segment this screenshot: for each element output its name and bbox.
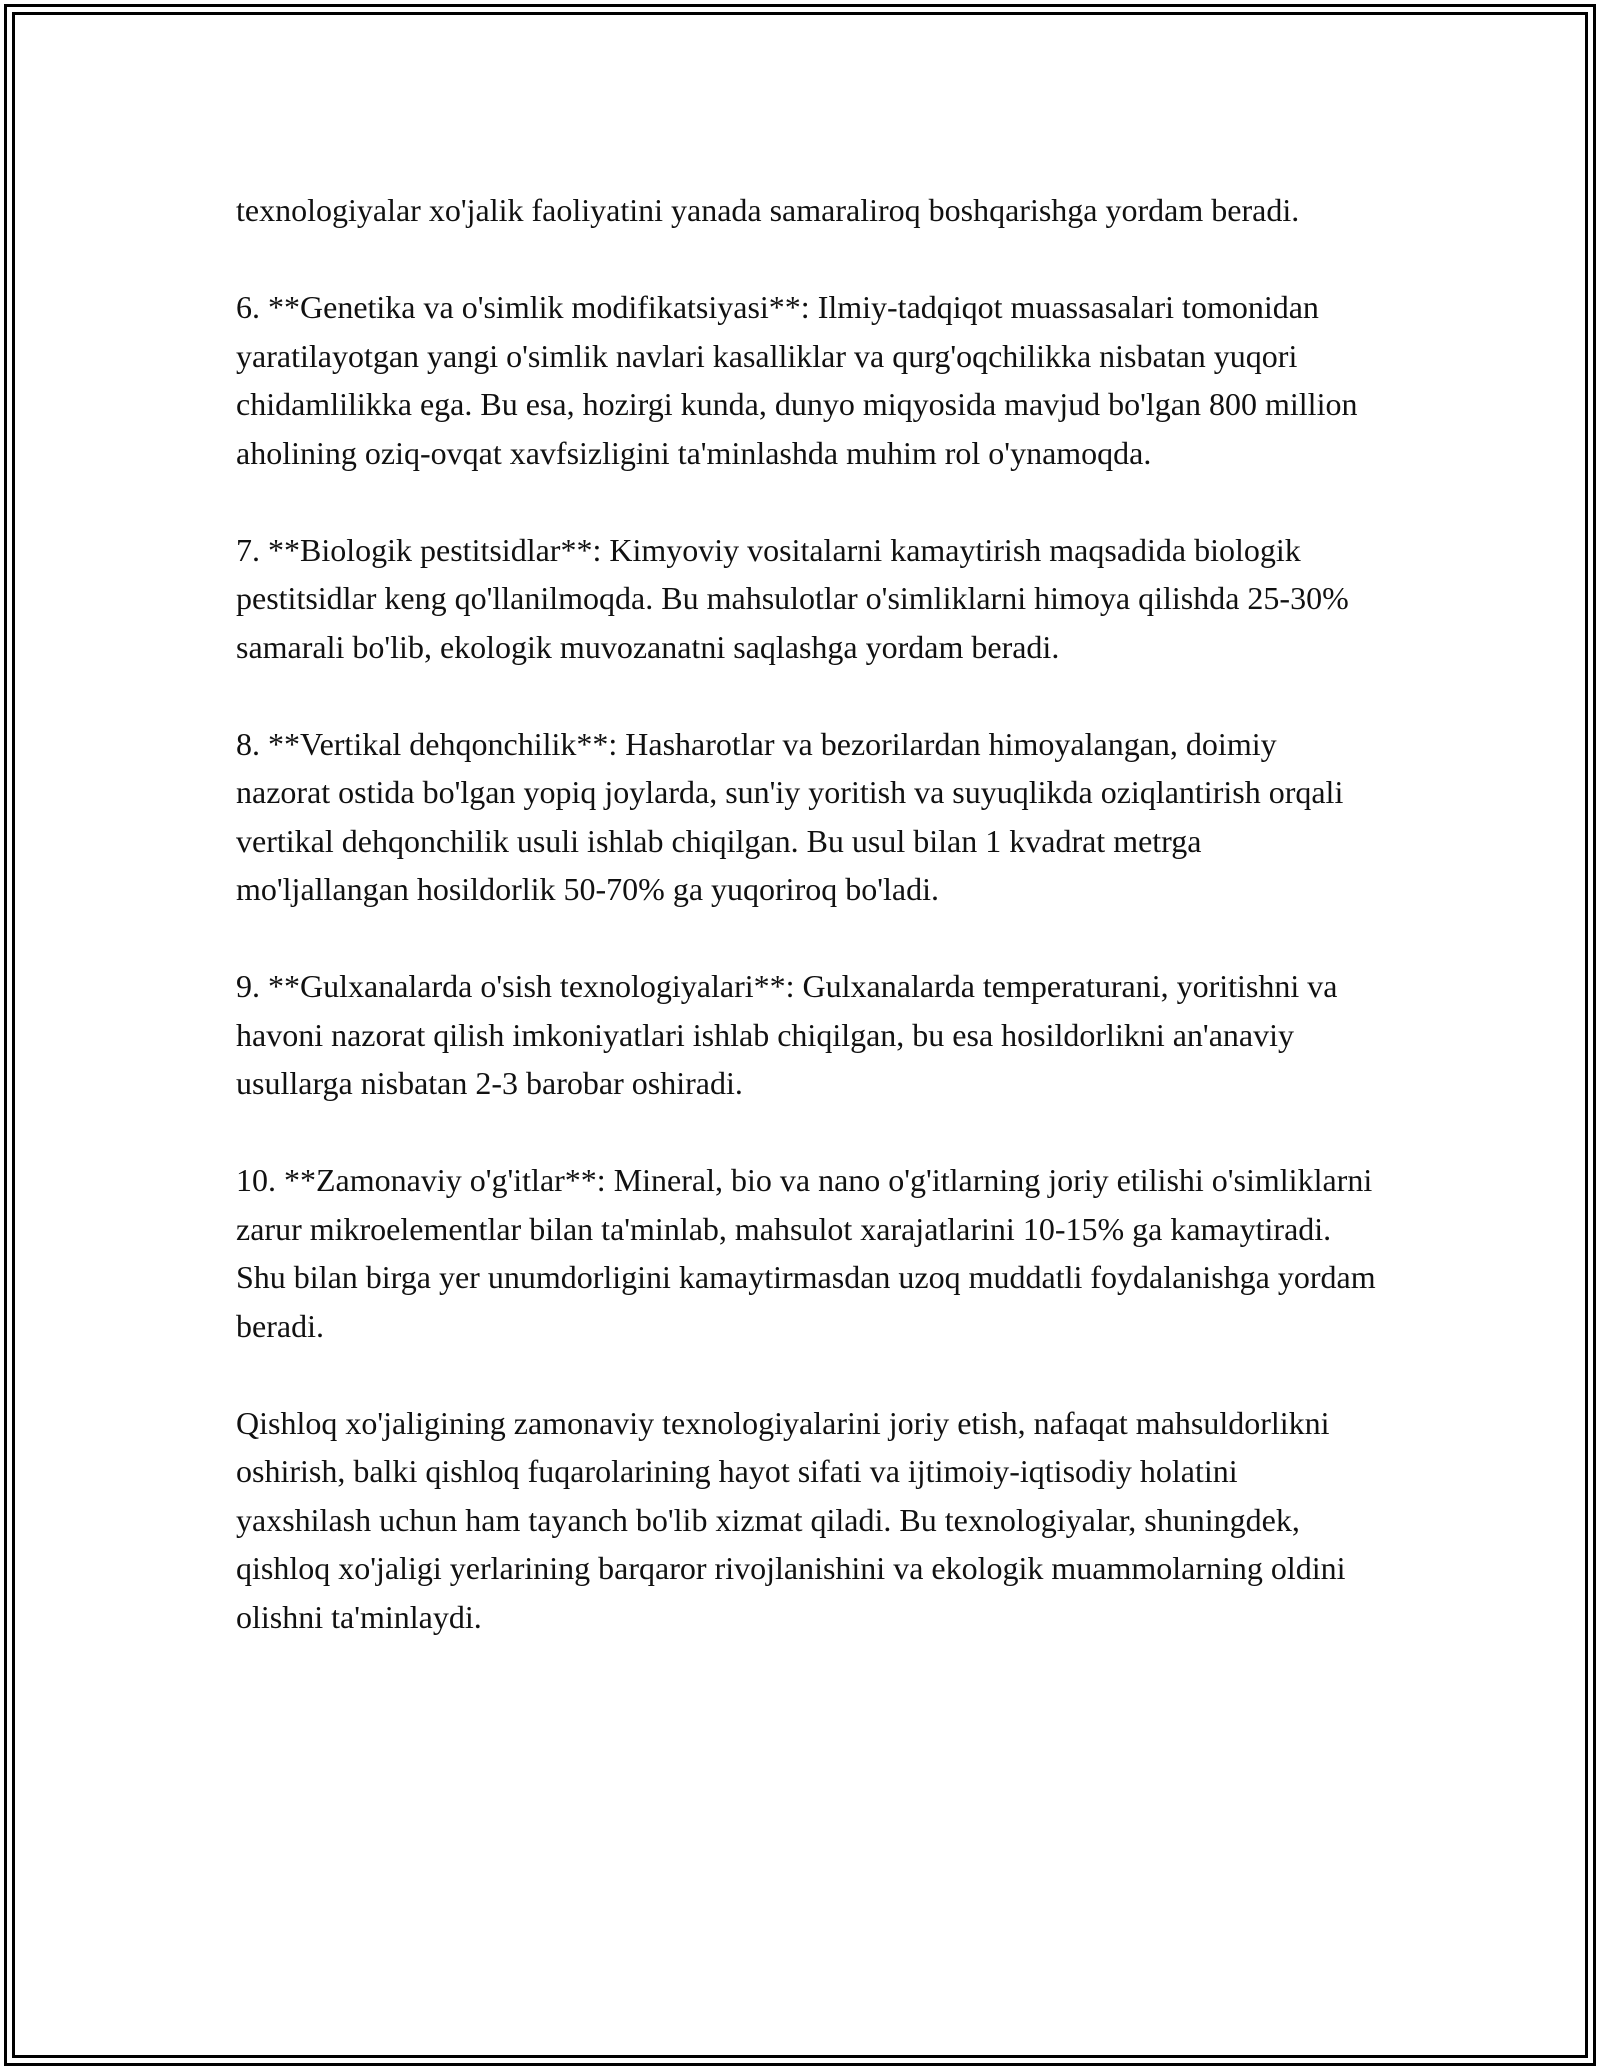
document-body: [236, 186, 1376, 1641]
paragraph-item-9-greenhouse: 9. **Gulxanalarda o'sish texnologiyalari**: Gulxanalarda temperaturani, yoritishni va havoni nazorat qilish imkoniyatlari ishlab chiqilgan, bu esa hosildorlikni an'anaviy usullarga nisbatan 2-3 barobar oshiradi.: [236, 968, 1338, 1101]
paragraph-item-8-vertical-farming: 8. **Vertikal dehqonchilik**: Hasharotlar va bezorilardan himoyalangan, doimiy nazorat ostida bo'lgan yopiq joylarda, sun'iy yoritish va suyuqlikda oziqlantirish orqali vertikal dehqonchilik usuli ishlab chiqilgan. Bu usul bilan 1 kvadrat metrga mo'ljallangan hosildorlik 50-70% ga yuqoriroq bo'ladi.: [236, 725, 1344, 907]
paragraph-conclusion: Qishloq xo'jaligining zamonaviy texnologiyalarini joriy etish, nafaqat mahsuldorlikni oshirish, balki qishloq fuqarolarining hayot sifati va ijtimoiy-iqtisodiy holatini yaxshilash uchun ham tayanch bo'lib xizmat qiladi. Bu texnologiyalar, shuningdek, qishloq xo'jaligi yerlarining barqaror rivojlanishini va ekologik muammolarning oldini olishni ta'minlaydi.: [236, 1404, 1346, 1635]
paragraph-item-6-genetics: 6. **Genetika va o'simlik modifikatsiyasi**: Ilmiy-tadqiqot muassasalari tomonidan yaratilayotgan yangi o'simlik navlari kasalliklar va qurg'oqchilikka nisbatan yuqori chidamlilikka ega. Bu esa, hozirgi kunda, dunyo miqyosida mavjud bo'lgan 800 million aholining oziq-ovqat xavfsizligini ta'minlashda muhim rol o'ynamoqda.: [236, 289, 1358, 471]
paragraph-continuation: texnologiyalar xo'jalik faoliyatini yanada samaraliroq boshqarishga yordam beradi.: [236, 192, 1300, 228]
paragraph-item-7-biopesticides: 7. **Biologik pestitsidlar**: Kimyoviy vositalarni kamaytirish maqsadida biologik pestitsidlar keng qo'llanilmoqda. Bu mahsulotlar o'simliklarni himoya qilishda 25-30% samarali bo'lib, ekologik muvozanatni saqlashga yordam beradi.: [236, 531, 1349, 665]
paragraph-item-10-fertilizers: 10. **Zamonaviy o'g'itlar**: Mineral, bio va nano o'g'itlarning joriy etilishi o'simliklarni zarur mikroelementlar bilan ta'minlab, mahsulot xarajatlarini 10-15% ga kamaytiradi. Shu bilan birga yer unumdorligini kamaytirmasdan uzoq muddatli foydalanishga yordam beradi.: [236, 1162, 1376, 1344]
